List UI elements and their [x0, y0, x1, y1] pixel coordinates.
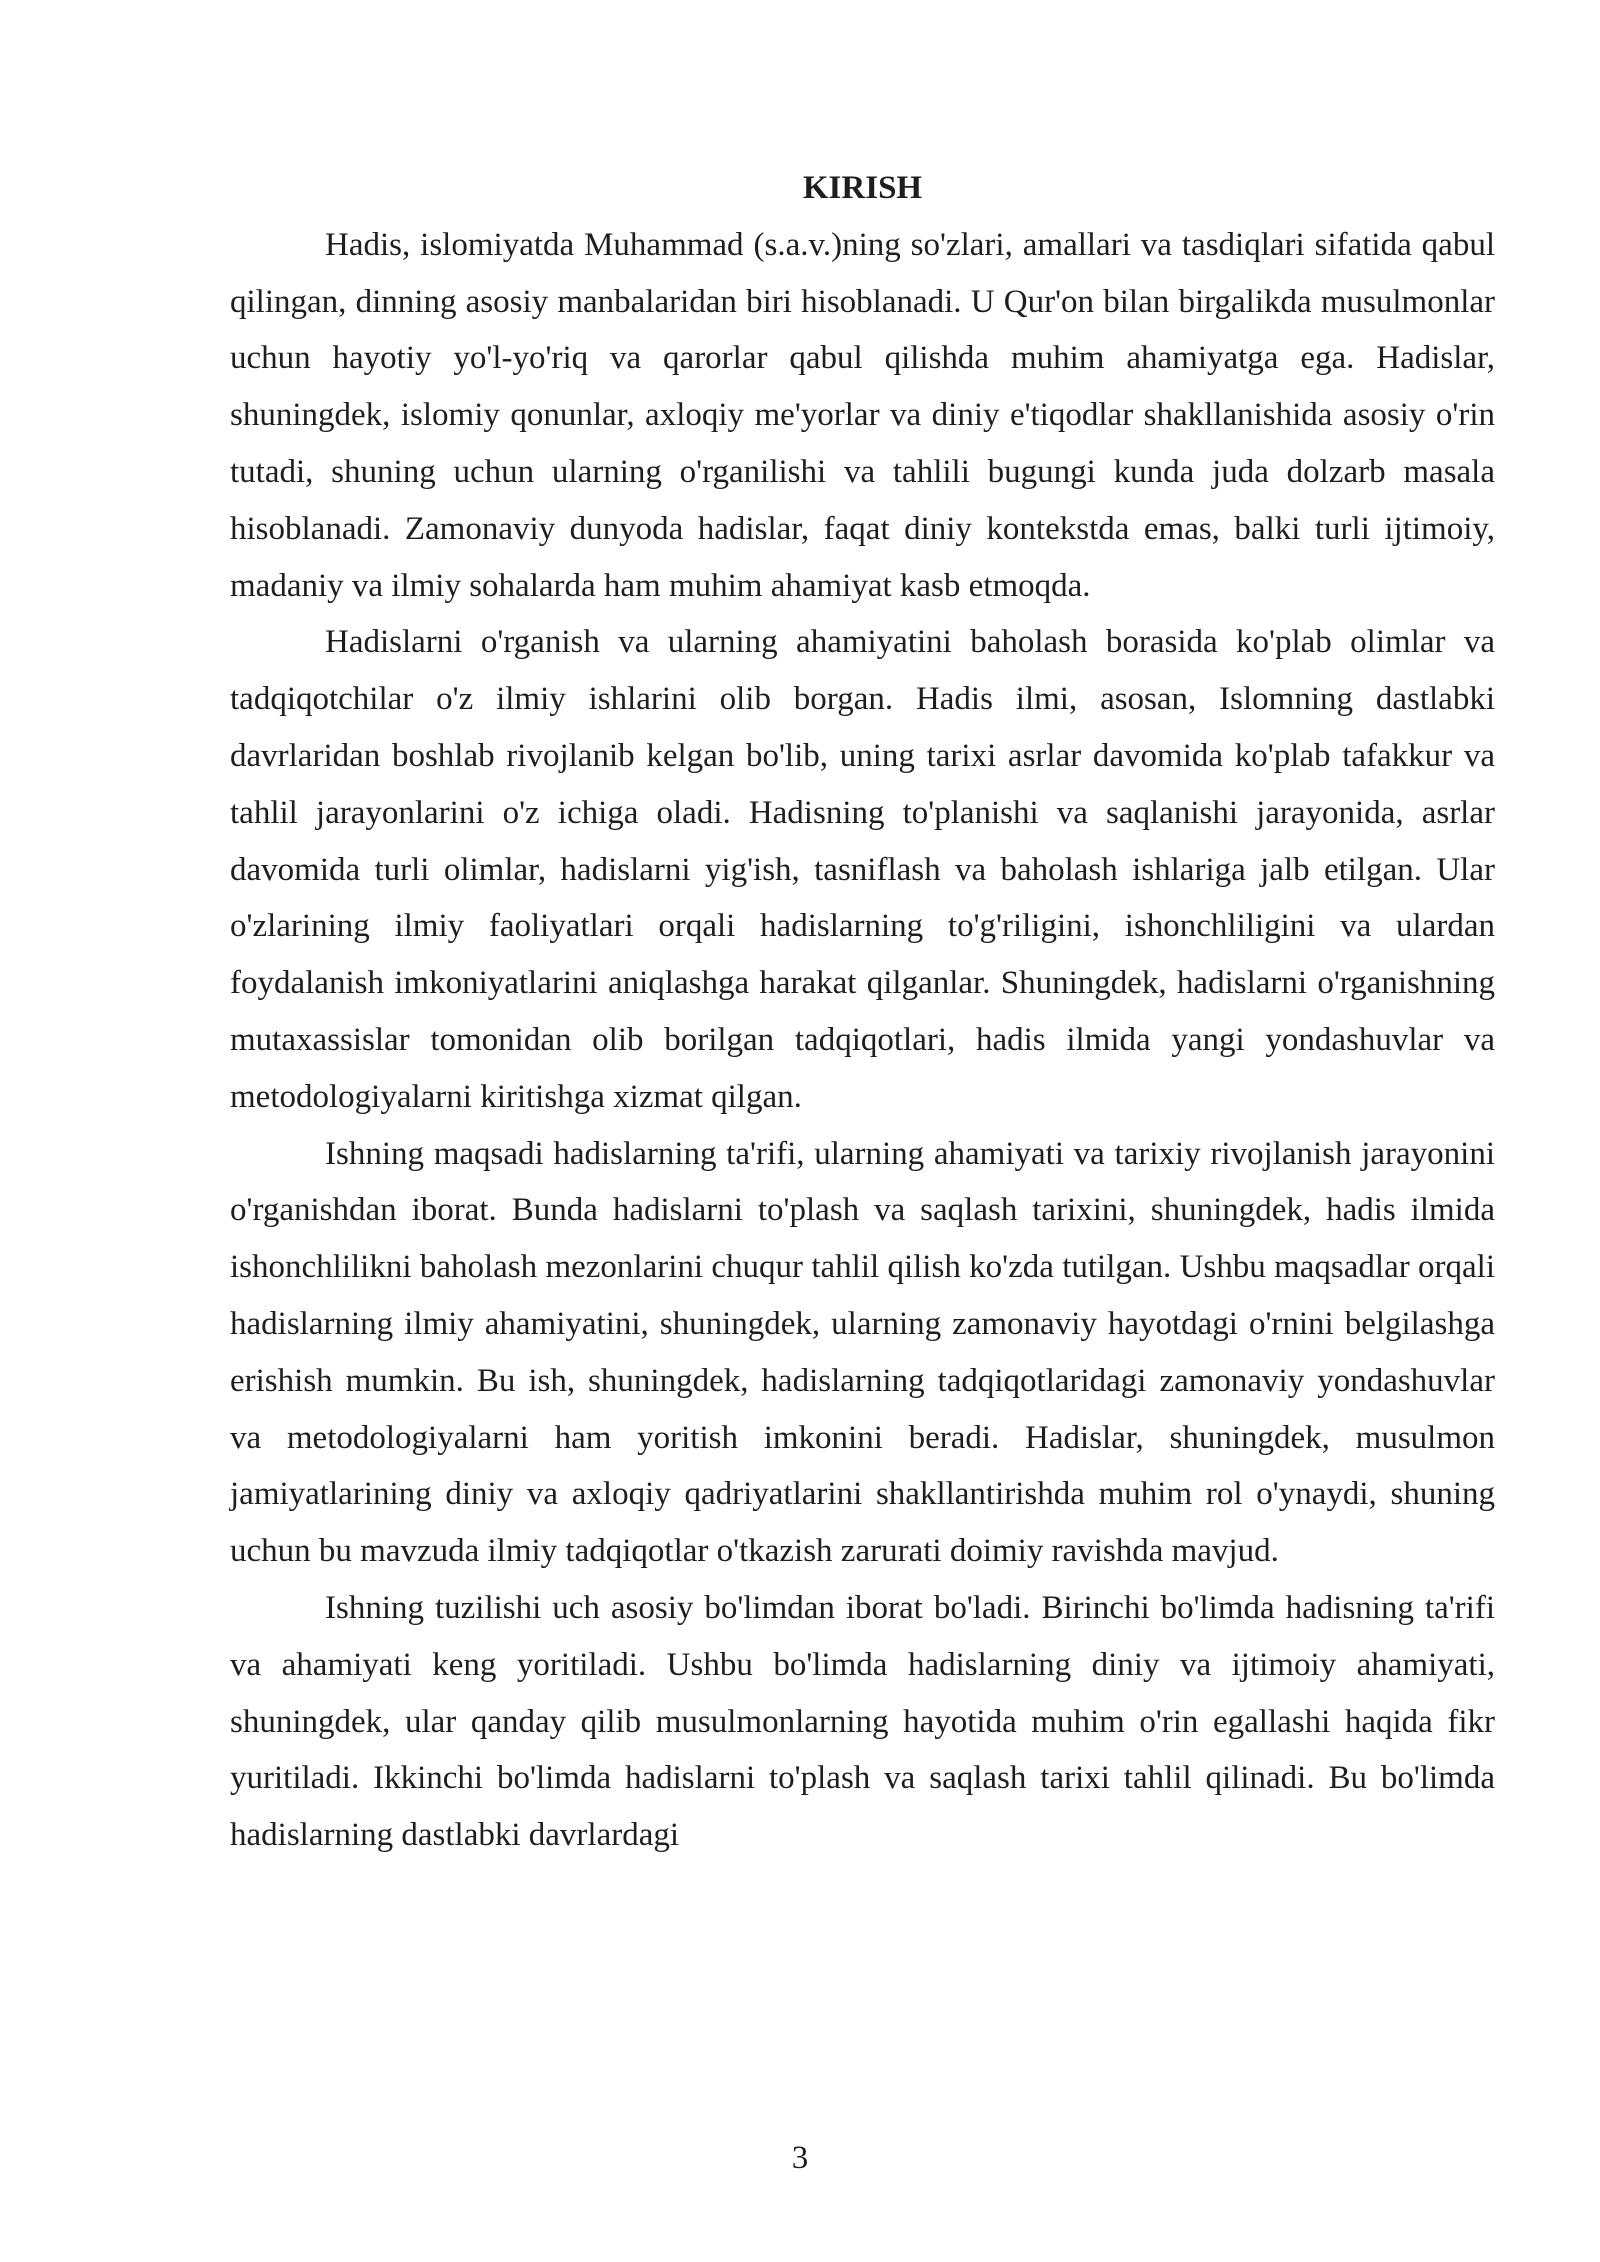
page-number: 3	[791, 2140, 809, 2176]
paragraph-4: Ishning tuzilishi uch asosiy bo'limdan iborat bo'ladi. Birinchi bo'limda hadisning ta'rifi va ahamiyati keng yoritiladi. Ushbu bo'limda hadislarning diniy va ijtimoiy ahamiyati, shuningdek, ular qanday qilib musulmonlarning hayotida muhim o'rin egallashi haqida fikr yuritiladi. Ikkinchi bo'limda hadislarni to'plash va saqlash tarixi tahlil qilinadi. Bu bo'limda hadislarning dastlabki davrlardagi	[230, 1589, 1495, 1854]
page-content	[230, 160, 1495, 1864]
paragraph-3: Ishning maqsadi hadislarning ta'rifi, ularning ahamiyati va tarixiy rivojlanish jarayonini o'rganishdan iborat. Bunda hadislarni to'plash va saqlash tarixini, shuningdek, hadis ilmida ishonchlilikni baholash mezonlarini chuqur tahlil qilish ko'zda tutilgan. Ushbu maqsadlar orqali hadislarning ilmiy ahamiyatini, shuningdek, ularning zamonaviy hayotdagi o'rnini belgilashga erishish mumkin. Bu ish, shuningdek, hadislarning tadqiqotlaridagi zamonaviy yondashuvlar va metodologiyalarni ham yoritish imkonini beradi. Hadislar, shuningdek, musulmon jamiyatlarining diniy va axloqiy qadriyatlarini shakllantirishda muhim rol o'ynaydi, shuning uchun bu mavzuda ilmiy tadqiqotlar o'tkazish zarurati doimiy ravishda mavjud.	[230, 1135, 1495, 1570]
section-title: KIRISH	[802, 170, 923, 206]
paragraph-2: Hadislarni o'rganish va ularning ahamiyatini baholash borasida ko'plab olimlar va tadqiqotchilar o'z ilmiy ishlarini olib borgan. Hadis ilmi, asosan, Islomning dastlabki davrlaridan boshlab rivojlanib kelgan bo'lib, uning tarixi asrlar davomida ko'plab tafakkur va tahlil jarayonlarini o'z ichiga oladi. Hadisning to'planishi va saqlanishi jarayonida, asrlar davomida turli olimlar, hadislarni yig'ish, tasniflash va baholash ishlariga jalb etilgan. Ular o'zlarining ilmiy faoliyatlari orqali hadislarning to'g'riligini, ishonchliligini va ulardan foydalanish imkoniyatlarini aniqlashga harakat qilganlar. Shuningdek, hadislarni o'rganishning mutaxassislar tomonidan olib borilgan tadqiqotlari, hadis ilmida yangi yondashuvlar va metodologiyalarni kiritishga xizmat qilgan.	[230, 624, 1495, 1115]
paragraph-1: Hadis, islomiyatda Muhammad (s.a.v.)ning so'zlari, amallari va tasdiqlari sifatida qabul qilingan, dinning asosiy manbalaridan biri hisoblanadi. U Qur'on bilan birgalikda musulmonlar uchun hayotiy yo'l-yo'riq va qarorlar qabul qilishda muhim ahamiyatga ega. Hadislar, shuningdek, islomiy qonunlar, axloqiy me'yorlar va diniy e'tiqodlar shakllanishida asosiy o'rin tutadi, shuning uchun ularning o'rganilishi va tahlili bugungi kunda juda dolzarb masala hisoblanadi. Zamonaviy dunyoda hadislar, faqat diniy kontekstda emas, balki turli ijtimoiy, madaniy va ilmiy sohalarda ham muhim ahamiyat kasb etmoqda.	[230, 226, 1495, 604]
